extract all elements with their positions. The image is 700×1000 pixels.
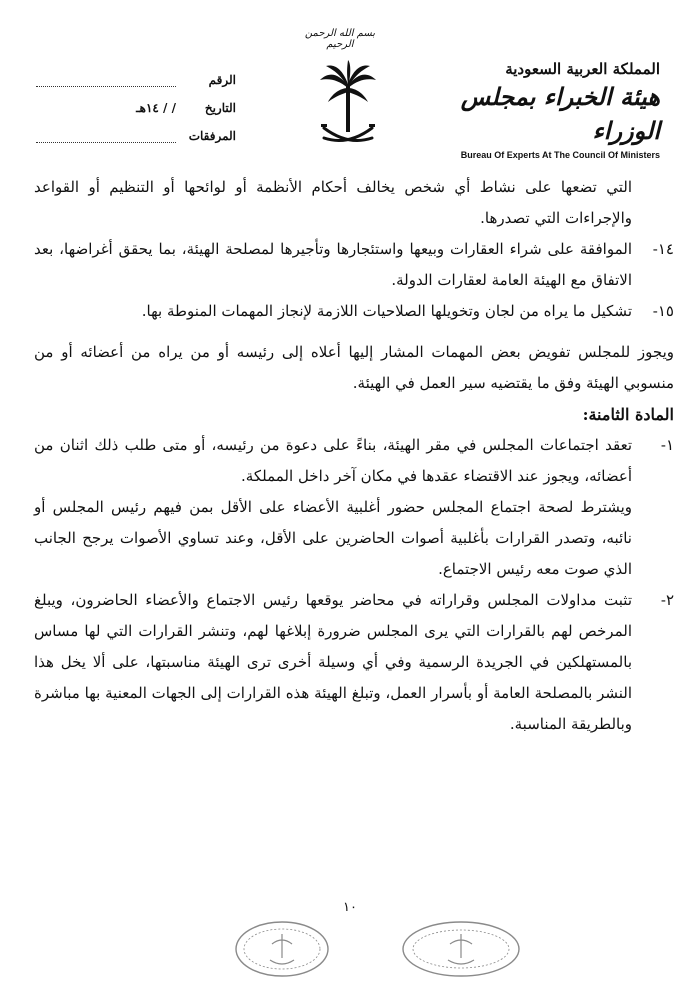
item-15-text: تشكيل ما يراه من لجان وتخويلها الصلاحيات اللازمة لإنجاز المهمات المنوطة بها.	[141, 302, 632, 320]
bureau-name-arabic: هيئة الخبراء بمجلس الوزراء	[460, 82, 660, 145]
basmala-calligraphy: بسم الله الرحمن الرحيم	[304, 28, 376, 50]
item-14-number: ١٤-	[652, 240, 674, 258]
article-clause-1	[34, 430, 674, 585]
item-14-text: الموافقة على شراء العقارات وبيعها واستئجارها وتأجيرها لمصلحة الهيئة، بما يحقق أغراضها، بعد الاتفاق مع الهيئة العامة لعقارات الدولة.	[34, 240, 632, 289]
continuation-paragraph: التي تضعها على نشاط أي شخص يخالف أحكام الأنظمة أو لوائحها أو التنظيم أو القواعد والإجراءات التي تصدرها.	[34, 178, 632, 227]
item-15-number: ١٥-	[652, 302, 674, 320]
document-body	[34, 172, 674, 740]
delegation-paragraph: ويجوز للمجلس تفويض بعض المهمات المشار إليها أعلاه إلى رئيسه أو من يراه من أعضائه أو من منسوبي الهيئة وفق ما يقتضيه سير العمل في الهيئة.	[34, 343, 674, 392]
ref-label: الرقم	[208, 73, 236, 87]
ref-line	[36, 74, 176, 87]
clause-2-text: تثبت مداولات المجلس وقراراته في محاضر يوقعها رئيس الاجتماع والأعضاء الحاضرون، ويبلغ المرخص لهم بالقرارات التي يرى المجلس ضرورة إبلاغها لهم، وتنشر القرارات التي لها مساس بالمستهلكين في الجريدة الرسمية وفي أي وسيلة أخرى ترى الهيئة مناسبتها، على ألا يخل هذا النشر بالمصلحة العامة أو بأسرار العمل، وتبلغ الهيئة هذه القرارات إلى الجهات المعنية بها مباشرة وبالطريقة المناسبة.	[34, 591, 632, 733]
date-value: / / ١٤هـ	[136, 101, 176, 115]
official-stamp-icon	[232, 918, 332, 980]
official-stamp-icon	[398, 918, 524, 980]
clause-1-quorum: ويشترط لصحة اجتماع المجلس حضور أغلبية الأعضاء على الأقل بمن فيهم رئيس المجلس أو نائبه، وتصدر القرارات بأغلبية أصوات الحاضرين على الأقل، وعند تساوي الأصوات يرجح الجانب الذي صوت معه رئيس الاجتماع.	[34, 498, 632, 578]
item-15	[34, 296, 674, 327]
attachments-label: المرفقات	[188, 129, 236, 143]
attachments-row	[36, 122, 236, 150]
page-number: ١٠	[343, 900, 357, 915]
clause-1-main: تعقد اجتماعات المجلس في مقر الهيئة، بناءً على دعوة من رئيسه، أو متى طلب ذلك اثنان من أعضائه، ويجوز عند الاقتضاء عقدها في مكان آخر داخل المملكة.	[34, 436, 632, 485]
palm-swords-emblem-icon	[318, 58, 378, 150]
date-row	[36, 94, 236, 122]
attachments-line	[36, 130, 176, 143]
article-clause-2	[34, 585, 674, 740]
date-label: التاريخ	[204, 101, 236, 115]
clause-2-number: ٢-	[660, 591, 674, 609]
ref-row	[36, 66, 236, 94]
kingdom-name: المملكة العربية السعودية	[505, 60, 660, 78]
bureau-name-english: Bureau Of Experts At The Council Of Ministers	[460, 150, 660, 160]
institution-header	[440, 60, 660, 160]
clause-1-text	[34, 430, 632, 585]
clause-1-number: ١-	[660, 436, 674, 454]
item-14	[34, 234, 674, 296]
article-heading: المادة الثامنة:	[582, 405, 674, 424]
reference-fields	[36, 66, 236, 150]
